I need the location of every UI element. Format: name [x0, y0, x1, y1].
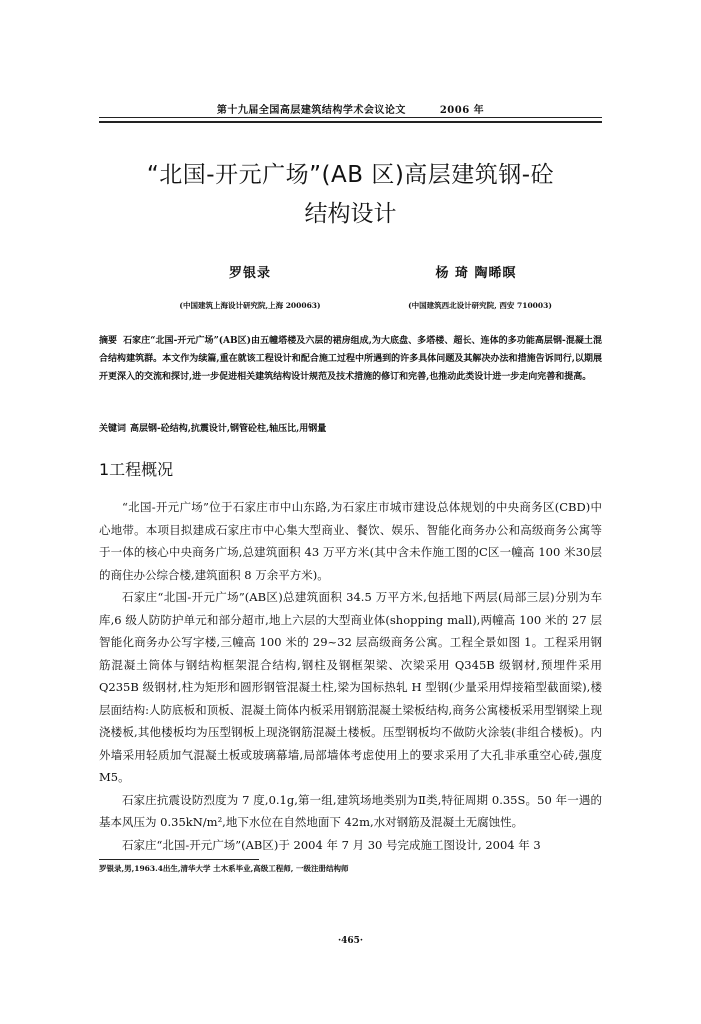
affiliation-right: (中国建筑西北设计研究院, 西安 710003): [408, 301, 552, 310]
header-rule-thin: [99, 117, 602, 118]
header-conference: 第十九届全国高层建筑结构学术会议论文: [216, 105, 406, 116]
keywords-text: 高层钢-砼结构,抗震设计,钢管砼柱,轴压比,用钢量: [130, 424, 327, 434]
running-header: [0, 101, 701, 116]
page-number: ·465·: [337, 936, 364, 946]
body-paragraph: 石家庄“北国-开元广场”(AB区)于 2004 年 7 月 30 号完成施工图设计, 2004 年 3: [122, 837, 541, 852]
author-right: 杨 琦 陶晞暝: [435, 266, 517, 281]
footnote-rule: [99, 859, 259, 860]
header-year: 2006 年: [439, 105, 485, 116]
affiliation-left: (中国建筑上海设计研究院,上海 200063): [179, 301, 321, 310]
body-paragraph: 石家庄“北国-开元广场”(AB区)总建筑面积 34.5 万平方米,包括地下两层(局部三层)分别为车库,6 级人防防护单元和部分超市,地上六层的大型商业体(shopping mall),两幢高 100 米的 27 层智能化商务办公写字楼,三幢高 100 米的 29~32 层高级商务公寓。工程全景如图 1。工程采用钢筋混凝土筒体与钢结构框架混合结构,钢柱及钢框架梁、次梁采用 Q345B 级钢材,预埋件采用 Q235B 级钢材,柱为矩形和圆形钢管混凝土柱,梁为国标热轧 H 型钢(少量采用焊接箱型截面梁),楼层面结构:人防底板和顶板、混凝土筒体内板采用钢筋混凝土梁板结构,商务公寓楼板采用型钢梁上现浇楼板,其他楼板均为压型钢板上现浇钢筋混凝土楼板。压型钢板均不做防火涂装(非组合楼板)。内外墙采用轻质加气混凝土板或玻璃幕墙,局部墙体考虑使用上的要求采用了大孔非承重空心砖,强度 M5。: [99, 590, 602, 784]
author-left: 罗银录: [228, 266, 271, 281]
abstract-label: 摘要: [99, 336, 118, 346]
keywords: [99, 422, 602, 436]
paper-title-line-1: “北国-开元广场”(AB 区)高层建筑钢-砼: [146, 162, 555, 188]
paper-title-line-2: 结构设计: [304, 201, 397, 227]
author-footnote: 罗银录,男,1963.4出生,清华大学 土木系毕业,高级工程师, 一级注册结构师: [99, 864, 349, 873]
section-heading: 1工程概况: [99, 460, 174, 479]
body-paragraph: 石家庄抗震设防烈度为 7 度,0.1g,第一组,建筑场地类别为Ⅱ类,特征周期 0.35S。50 年一遇的基本风压为 0.35kN/m²,地下水位在自然地面下 42m,水对钢筋及混凝土无腐蚀性。: [99, 792, 602, 829]
body-paragraph: “北国-开元广场”位于石家庄市中山东路,为石家庄市城市建设总体规划的中央商务区(CBD)中心地带。本项目拟建成石家庄市中心集大型商业、餐饮、娱乐、智能化商务办公和高级商务公寓等于一体的核心中央商务广场,总建筑面积 43 万平方米(其中含未作施工图的C区一幢高 100 米30层的商住办公综合楼,建筑面积 8 万余平方米)。: [99, 500, 602, 582]
abstract: [99, 332, 602, 386]
abstract-text: 石家庄“北国-开元广场”(AB区)由五幢塔楼及六层的裙房组成,为大底盘、多塔楼、超长、连体的多功能高层钢-混凝土混合结构建筑群。本文作为续篇,重在就该工程设计和配合施工过程中所遇到的许多具体问题及其解决办法和措施告诉同行,以期展开更深入的交流和探讨,进一步促进相关建筑结构设计规范及技术措施的修订和完善,也推动此类设计进一步走向完善和提高。: [99, 336, 602, 382]
section-body: [99, 496, 602, 856]
keywords-label: 关键词: [99, 424, 127, 434]
header-rule-thick: [99, 121, 602, 123]
